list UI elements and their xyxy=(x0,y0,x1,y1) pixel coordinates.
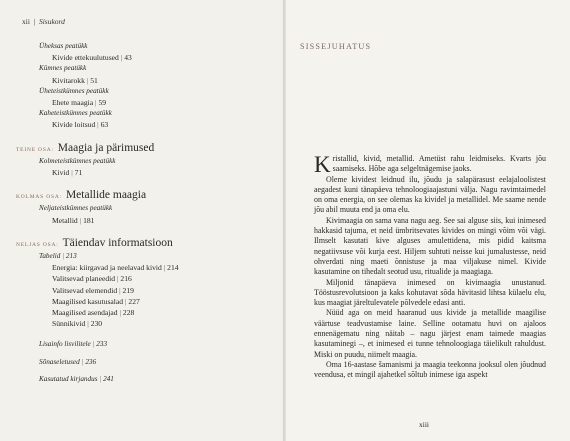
toc-extra: Lisainfo lisvilitele | 233 xyxy=(39,340,108,349)
chapter-title: Üheteistkümnes peatükk xyxy=(39,86,109,95)
toc-entry: Kivide ettekuulutused xyxy=(52,53,119,63)
toc-page: 181 xyxy=(83,215,95,225)
toc-page: 59 xyxy=(98,98,107,108)
toc-part-3 xyxy=(16,190,279,203)
table-of-contents: Üheksas peatükk Kivide ettekuulutused | 43 Kümnes peatükk Kivitarokk | 51 Üheteistkümnes peatükk Ehete maagia | 59 Kaheteistkümnes peatükk Kivide loitsud | 63 TEINE OSA: Maagia ja pärimused Kolmeteistkümnes peatükk Kivid | 71 KOLMAS OSA: Metallide maagia Neljateistkümnes peatükk Metallid | 181 NELJAS OSA: Täiendav informatsioon Tabelid | 213 Energia: kiirgavad ja neelavad kivid | 214 Valitsevad planeedid | 216 Valitsevad elemendid | 219 Maagilised kasutusalad | 227 Maagilised asendajad | 228 Sünnikivid | 230 Lisainfo lisvilitele | 233 Sõnaseletused | 236 Kasutatud kirjandus | 241 xyxy=(39,41,279,385)
toc-table-item: Valitsevad planeedid | 216 xyxy=(52,274,132,284)
chapter-title: Kaheteistkümnes peatükk xyxy=(39,109,112,118)
toc-table-item: Maagilised asendajad | 228 xyxy=(52,308,135,318)
toc-entry: Ehete maagia xyxy=(52,98,94,108)
page-number: xii xyxy=(22,17,30,26)
toc-entry: Tabelid xyxy=(39,252,61,261)
toc-page: 43 xyxy=(124,53,132,63)
toc-page: 63 xyxy=(100,120,109,130)
toc-page: 213 xyxy=(65,252,77,261)
running-title: Sisukord xyxy=(38,17,65,26)
chapter-heading: SISSEJUHATUS xyxy=(300,42,372,51)
toc-chapter-12: Kaheteistkümnes peatükk Kivide loitsud | 63 xyxy=(39,108,279,130)
chapter-title: Kümnes peatükk xyxy=(39,64,87,73)
toc-table-item: Maagilised kasutusalad | 227 xyxy=(52,296,140,306)
toc-extra: Kasutatud kirjandus | 241 xyxy=(39,374,114,383)
part-label: KOLMAS OSA: xyxy=(16,194,62,201)
left-page xyxy=(0,0,283,441)
toc-extra: Sõnaseletused | 236 xyxy=(39,357,97,366)
page-number: xiii xyxy=(419,420,430,429)
toc-chapter-11: Üheteistkümnes peatükk Ehete maagia | 59 xyxy=(39,86,279,108)
part-label: NELJAS OSA: xyxy=(16,241,59,248)
paragraph: Kristallid, kivid, metallid. Ametüst rahu leidmiseks. Kvarts jõu saamiseks. Hõbe aga selgeltnägemise jaoks. xyxy=(314,152,546,177)
toc-entry: Metallid xyxy=(52,215,78,225)
paragraph: Oma 16-aastase šamanismi ja maagia teekonna jooksul olen jõudnud veendusa, et mingil ajahetkel sõltub inimese iga aspekt xyxy=(314,359,546,380)
toc-part-2 xyxy=(16,143,279,156)
paragraph: Miljonid tänapäeva inimesed on kivimaagia unustanud. Tööstusrevolutsioon ja kaks kohutavat sõda hävitasid lihtsa külaelu elu, kus maagiat järeltulevatele põlvedele edasi anti. xyxy=(314,277,546,308)
toc-page: 71 xyxy=(74,168,83,178)
running-head xyxy=(22,17,65,26)
toc-page: 51 xyxy=(90,75,98,85)
toc-entry: Kivid xyxy=(52,168,70,178)
paragraph: Nüüd aga on meid haaranud uus kivide ja metallide maagilise väärtuse teadvustamise laine. Selline ootamatu huvi on ajaloos ennenägematu ning näitab – nagu järjest enam taimede maagias kasutaminegi –, et inimesed ei tunne tehnoloogiaga täielikult rahuldust. Miski on puudu, niimelt maagia. xyxy=(314,308,546,359)
drop-cap: K xyxy=(314,152,331,177)
chapter-title: Kolmeteistkümnes peatükk xyxy=(39,156,116,165)
toc-table-item: Sünnikivid | 230 xyxy=(52,319,103,329)
toc-entry: Kivitarokk xyxy=(52,75,85,85)
part-label: TEINE OSA: xyxy=(16,146,54,153)
part-title: Täiendav informatsioon xyxy=(62,236,173,249)
paragraph: Oleme kividest leidnud ilu, jõudu ja salapärasust eelajaloolistest aegadest kuni tänapäeva tehnoloogiaajastuni välja. Nagu ravimtaimedel on oma energia, on see olemas ka kividel ja metallidel. Me saame nende jõu abil muuta end ja oma elu. xyxy=(314,174,546,215)
toc-chapter-10: Kümnes peatükk Kivitarokk | 51 xyxy=(39,63,279,85)
toc-entry: Kivide loitsud xyxy=(52,120,96,130)
separator: | xyxy=(33,17,36,26)
right-page xyxy=(286,0,570,441)
toc-part-4 xyxy=(16,238,279,251)
body-text xyxy=(314,154,546,381)
toc-table-item: Valitsevad elemendid | 219 xyxy=(52,285,134,295)
chapter-title: Neljateistkümnes peatükk xyxy=(39,204,113,213)
part-title: Maagia ja pärimused xyxy=(57,141,155,154)
toc-table-item: Energia: kiirgavad ja neelavad kivid | 214 xyxy=(52,263,179,273)
part-title: Metallide maagia xyxy=(65,189,147,202)
toc-tables: Tabelid | 213 xyxy=(39,252,77,261)
paragraph: Kivimaagia on sama vana nagu aeg. See sai alguse siis, kui inimesed hakkasid tajuma, et neid ümbritsevates kivides on mingi võim või vägi. Ilmselt kasutati kive alguses amulettidena, mis pidid kaitsma negatiivsuse või kurja eest. Hiljem suhtuti neisse kui jumalustesse, neid ohverdati ning maeti õnnistuse ja maa viljakuse nimel. Kivide kasutamine on tihedalt seotud usu, ritualide ja maagiaga. xyxy=(314,215,546,277)
toc-chapter-9: Üheksas peatükk Kivide ettekuulutused | 43 xyxy=(39,41,279,63)
chapter-title: Üheksas peatükk xyxy=(39,42,88,50)
